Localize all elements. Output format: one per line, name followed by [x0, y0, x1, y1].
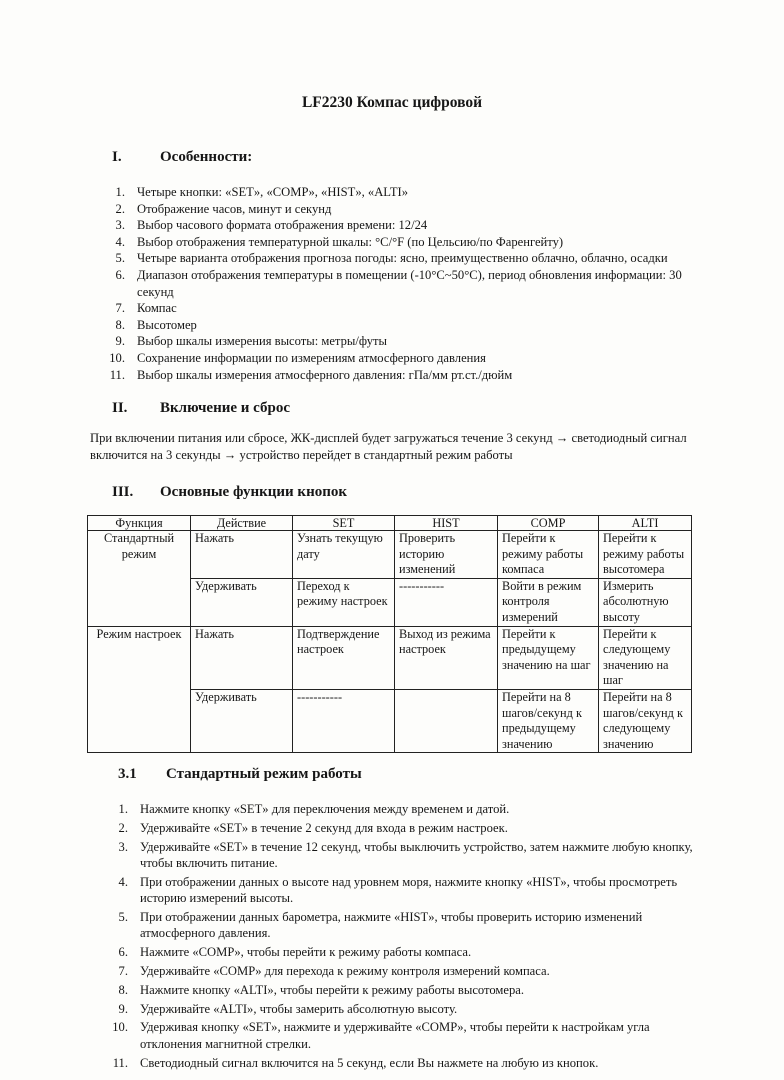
table-cell: Подтверждение настроек	[293, 626, 395, 689]
table-row	[88, 531, 692, 579]
item-text: Удерживая кнопку «SET», нажмите и удерживайте «COMP», чтобы перейти к настройкам угла отклонения магнитной стрелки.	[140, 1020, 650, 1051]
item-text: Нажмите кнопку «ALTI», чтобы перейти к режиму работы высотомера.	[140, 982, 525, 997]
section-title: Основные функции кнопок	[160, 484, 347, 500]
list-item	[109, 350, 712, 367]
table-cell	[395, 689, 498, 752]
list-item	[112, 234, 712, 251]
item-text: Удерживайте «SET» в течение 2 секунд для входа в режим настроек.	[140, 820, 508, 835]
list-item	[112, 201, 712, 218]
item-text: Удерживайте «ALTI», чтобы замерить абсолютную высоту.	[140, 1001, 458, 1016]
item-number: 10.	[112, 1020, 128, 1035]
section-number: III.	[112, 484, 134, 500]
list-item	[112, 267, 712, 300]
list-item	[112, 217, 712, 234]
item-text: Выбор шкалы измерения высоты: метры/футы	[137, 334, 387, 349]
table-row	[88, 626, 692, 689]
list-item	[112, 944, 712, 960]
table-cell: Удерживать	[191, 578, 293, 626]
list-item	[112, 300, 712, 317]
list-item	[112, 839, 712, 872]
list-item	[112, 250, 712, 267]
item-number: 3.	[118, 839, 128, 854]
item-number: 4.	[118, 874, 128, 889]
item-number: 2.	[118, 820, 128, 835]
list-item	[112, 1019, 712, 1052]
item-text: Удерживайте «SET» в течение 12 секунд, чтобы выключить устройство, затем нажмите любую кнопку, чтобы включить питание.	[140, 839, 693, 870]
table-cell: Выход из режима настроек	[395, 626, 498, 689]
standard-mode-list	[112, 801, 712, 1073]
item-number: 11.	[109, 367, 125, 382]
section-number: II.	[112, 400, 128, 416]
item-number: 3.	[115, 218, 125, 233]
features-list	[109, 184, 712, 383]
list-item	[112, 963, 712, 979]
section-number: 3.1	[118, 766, 137, 782]
column-header: COMP	[498, 516, 599, 531]
item-number: 5.	[118, 910, 128, 924]
mode-cell: Стандартный режим	[88, 531, 191, 627]
item-number: 1.	[115, 185, 125, 199]
item-number: 9.	[115, 334, 125, 349]
table-cell: Проверить историю изменений	[395, 531, 498, 579]
list-item	[112, 874, 712, 907]
column-header: HIST	[395, 516, 498, 531]
section-title: Стандартный режим работы	[166, 766, 362, 782]
item-text: Высотомер	[137, 317, 197, 332]
document-title: LF2230 Компас цифровой	[301, 94, 483, 111]
item-number: 8.	[115, 317, 125, 332]
table-cell: Перейти к предыдущему значению на шаг	[498, 626, 599, 689]
item-text: При отображении данных барометра, нажмите «HIST», чтобы проверить историю изменений атмосферного давления.	[140, 910, 643, 941]
item-number: 1.	[118, 802, 128, 816]
item-text: Выбор шкалы измерения атмосферного давления: гПа/мм рт.ст./дюйм	[137, 367, 513, 382]
item-text: Нажмите «COMP», чтобы перейти к режиму работы компаса.	[140, 945, 472, 960]
item-number: 2.	[115, 201, 125, 216]
column-header: SET	[293, 516, 395, 531]
section-title: Особенности:	[160, 149, 253, 165]
table-cell: Удерживать	[191, 689, 293, 752]
table-cell: Перейти на 8 шагов/секунд к предыдущему значению	[498, 689, 599, 752]
item-text: Выбор отображения температурной шкалы: °C/°F (по Цельсию/по Фаренгейту)	[137, 234, 564, 249]
section-title: Включение и сброс	[160, 400, 290, 416]
list-item	[112, 982, 712, 998]
column-header: ALTI	[599, 516, 692, 531]
item-text: Выбор часового формата отображения времени: 12/24	[137, 218, 428, 233]
table-cell: Нажать	[191, 626, 293, 689]
item-text: При отображении данных о высоте над уровнем моря, нажмите кнопку «HIST», чтобы просмотреть историю измерений высоты.	[140, 874, 678, 906]
power-paragraph: При включении питания или сбросе, ЖК-дисплей будет загружаться течение 3 секунд → светодиодный сигнал включится на 3 секунды → устройство перейдет в стандартный режим работы	[90, 431, 687, 462]
list-item	[112, 820, 712, 836]
section-heading-functions	[112, 484, 347, 501]
item-number: 10.	[109, 350, 125, 365]
section-heading-features	[112, 149, 252, 166]
list-item	[112, 333, 712, 350]
table-cell: Измерить абсолютную высоту	[599, 578, 692, 626]
item-number: 9.	[118, 1001, 128, 1016]
item-text: Четыре кнопки: «SET», «COMP», «HIST», «ALTI»	[137, 185, 409, 199]
item-text: Нажмите кнопку «SET» для переключения между временем и датой.	[140, 802, 510, 816]
table-cell: -----------	[293, 689, 395, 752]
section-number: I.	[112, 149, 122, 165]
item-number: 8.	[118, 982, 128, 997]
item-number: 7.	[115, 301, 125, 316]
table-cell: Войти в режим контроля измерений	[498, 578, 599, 626]
item-text: Светодиодный сигнал включится на 5 секунд, если Вы нажмете на любую из кнопок.	[140, 1055, 599, 1070]
list-item	[112, 317, 712, 334]
item-number: 5.	[115, 251, 125, 266]
list-item	[112, 801, 712, 817]
item-number: 6.	[118, 945, 128, 960]
item-number: 7.	[118, 964, 128, 978]
item-text: Удерживайте «COMP» для перехода к режиму контроля измерений компаса.	[140, 964, 550, 978]
item-text: Диапазон отображения температуры в помещении (-10°C~50°C), период обновления информации: 30 секунд	[137, 267, 682, 299]
table-cell: Нажать	[191, 531, 293, 579]
item-number: 4.	[115, 234, 125, 249]
table-header-row	[88, 516, 692, 531]
table-cell: Перейти к режиму работы высотомера	[599, 531, 692, 579]
column-header: Действие	[191, 516, 293, 531]
table-cell: Перейти к режиму работы компаса	[498, 531, 599, 579]
item-number: 6.	[115, 267, 125, 282]
mode-cell: Режим настроек	[88, 626, 191, 753]
table-cell: Перейти на 8 шагов/секунд к следующему значению	[599, 689, 692, 752]
item-text: Сохранение информации по измерениям атмосферного давления	[137, 350, 486, 365]
item-text: Компас	[137, 301, 177, 316]
list-item	[112, 184, 712, 201]
section-heading-power	[112, 400, 290, 417]
table-cell: -----------	[395, 578, 498, 626]
button-functions-table	[87, 515, 692, 753]
item-number: 11.	[112, 1055, 128, 1070]
table-cell: Переход к режиму настроек	[293, 578, 395, 626]
table-cell: Перейти к следующему значению на шаг	[599, 626, 692, 689]
list-item	[112, 1001, 712, 1017]
list-item	[112, 909, 712, 942]
item-text: Четыре варианта отображения прогноза погоды: ясно, преимущественно облачно, облачно, осадки	[137, 251, 668, 266]
list-item	[112, 1055, 712, 1071]
item-text: Отображение часов, минут и секунд	[137, 201, 332, 216]
column-header: Функция	[88, 516, 191, 531]
section-heading-standard-mode	[118, 766, 362, 783]
list-item	[109, 367, 712, 384]
table-cell: Узнать текущую дату	[293, 531, 395, 579]
